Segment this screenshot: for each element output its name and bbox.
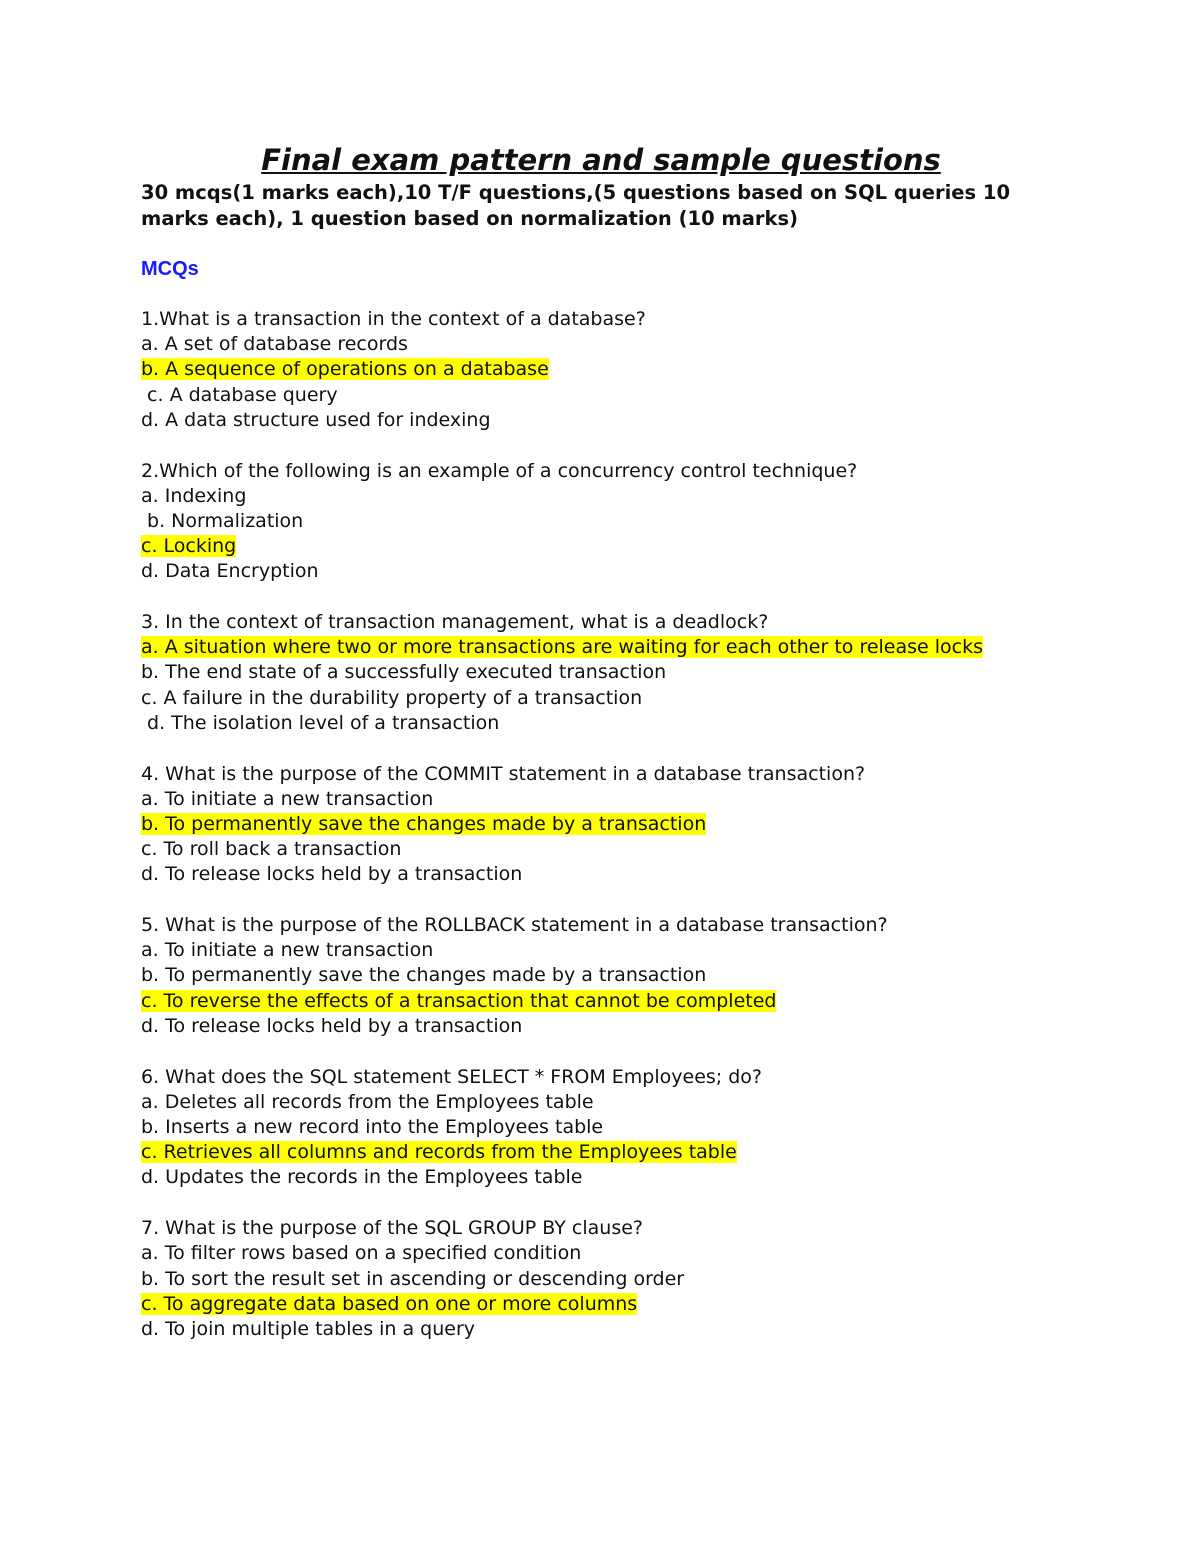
- answer-option: a. To initiate a new transaction: [141, 787, 434, 810]
- answer-option: b. Normalization: [141, 509, 304, 532]
- answer-option-correct: a. A situation where two or more transactions are waiting for each other to release locks: [141, 636, 984, 659]
- answer-option: c. A failure in the durability property of a transaction: [141, 686, 643, 709]
- question-text: 2.Which of the following is an example of a concurrency control technique?: [141, 459, 858, 482]
- answer-option-correct: c. Locking: [141, 535, 237, 558]
- answer-option-correct: c. To aggregate data based on one or more columns: [141, 1292, 638, 1315]
- question-item: [141, 1216, 1061, 1342]
- answer-option: c. A database query: [141, 383, 338, 406]
- answer-option: c. To roll back a transaction: [141, 838, 402, 861]
- answer-option: a. Indexing: [141, 484, 247, 507]
- exam-pattern-text: 30 mcqs(1 marks each),10 T/F questions,(5 questions based on SQL queries 10 marks each), 1 question based on normalization (10 marks): [141, 181, 1011, 230]
- answer-option-correct: c. Retrieves all columns and records from the Employees table: [141, 1141, 737, 1164]
- section-heading-mcqs: MCQs: [141, 258, 199, 280]
- answer-option-correct: b. A sequence of operations on a database: [141, 358, 549, 381]
- question-item: [141, 307, 1061, 433]
- answer-option: d. To release locks held by a transaction: [141, 1014, 523, 1037]
- page-title: Final exam pattern and sample questions: [261, 143, 941, 177]
- answer-option: a. To initiate a new transaction: [141, 939, 434, 962]
- document-page: [141, 140, 1061, 1368]
- question-item: [141, 459, 1061, 585]
- answer-option-correct: b. To permanently save the changes made by a transaction: [141, 812, 707, 835]
- answer-option: a. To filter rows based on a specified condition: [141, 1242, 582, 1265]
- answer-option-correct: c. To reverse the effects of a transaction that cannot be completed: [141, 989, 777, 1012]
- question-text: 5. What is the purpose of the ROLLBACK statement in a database transaction?: [141, 914, 888, 937]
- answer-option: d. To release locks held by a transaction: [141, 863, 523, 886]
- question-item: [141, 1065, 1061, 1191]
- answer-option: b. Inserts a new record into the Employees table: [141, 1115, 604, 1138]
- question-item: [141, 762, 1061, 888]
- answer-option: d. Updates the records in the Employees table: [141, 1166, 583, 1189]
- question-item: [141, 610, 1061, 736]
- answer-option: d. Data Encryption: [141, 560, 319, 583]
- question-text: 7. What is the purpose of the SQL GROUP BY clause?: [141, 1217, 644, 1240]
- question-text: 6. What does the SQL statement SELECT * FROM Employees; do?: [141, 1065, 762, 1088]
- question-list: [141, 307, 1061, 1342]
- question-text: 1.What is a transaction in the context of a database?: [141, 308, 646, 330]
- answer-option: d. A data structure used for indexing: [141, 408, 491, 431]
- question-text: 4. What is the purpose of the COMMIT statement in a database transaction?: [141, 762, 866, 785]
- answer-option: b. The end state of a successfully executed transaction: [141, 661, 667, 684]
- question-item: [141, 913, 1061, 1039]
- question-text: 3. In the context of transaction management, what is a deadlock?: [141, 611, 769, 634]
- answer-option: d. The isolation level of a transaction: [141, 711, 500, 734]
- answer-option: b. To sort the result set in ascending or descending order: [141, 1267, 685, 1290]
- answer-option: d. To join multiple tables in a query: [141, 1317, 476, 1340]
- answer-option: a. Deletes all records from the Employees table: [141, 1090, 594, 1113]
- answer-option: a. A set of database records: [141, 333, 408, 356]
- answer-option: b. To permanently save the changes made by a transaction: [141, 964, 707, 987]
